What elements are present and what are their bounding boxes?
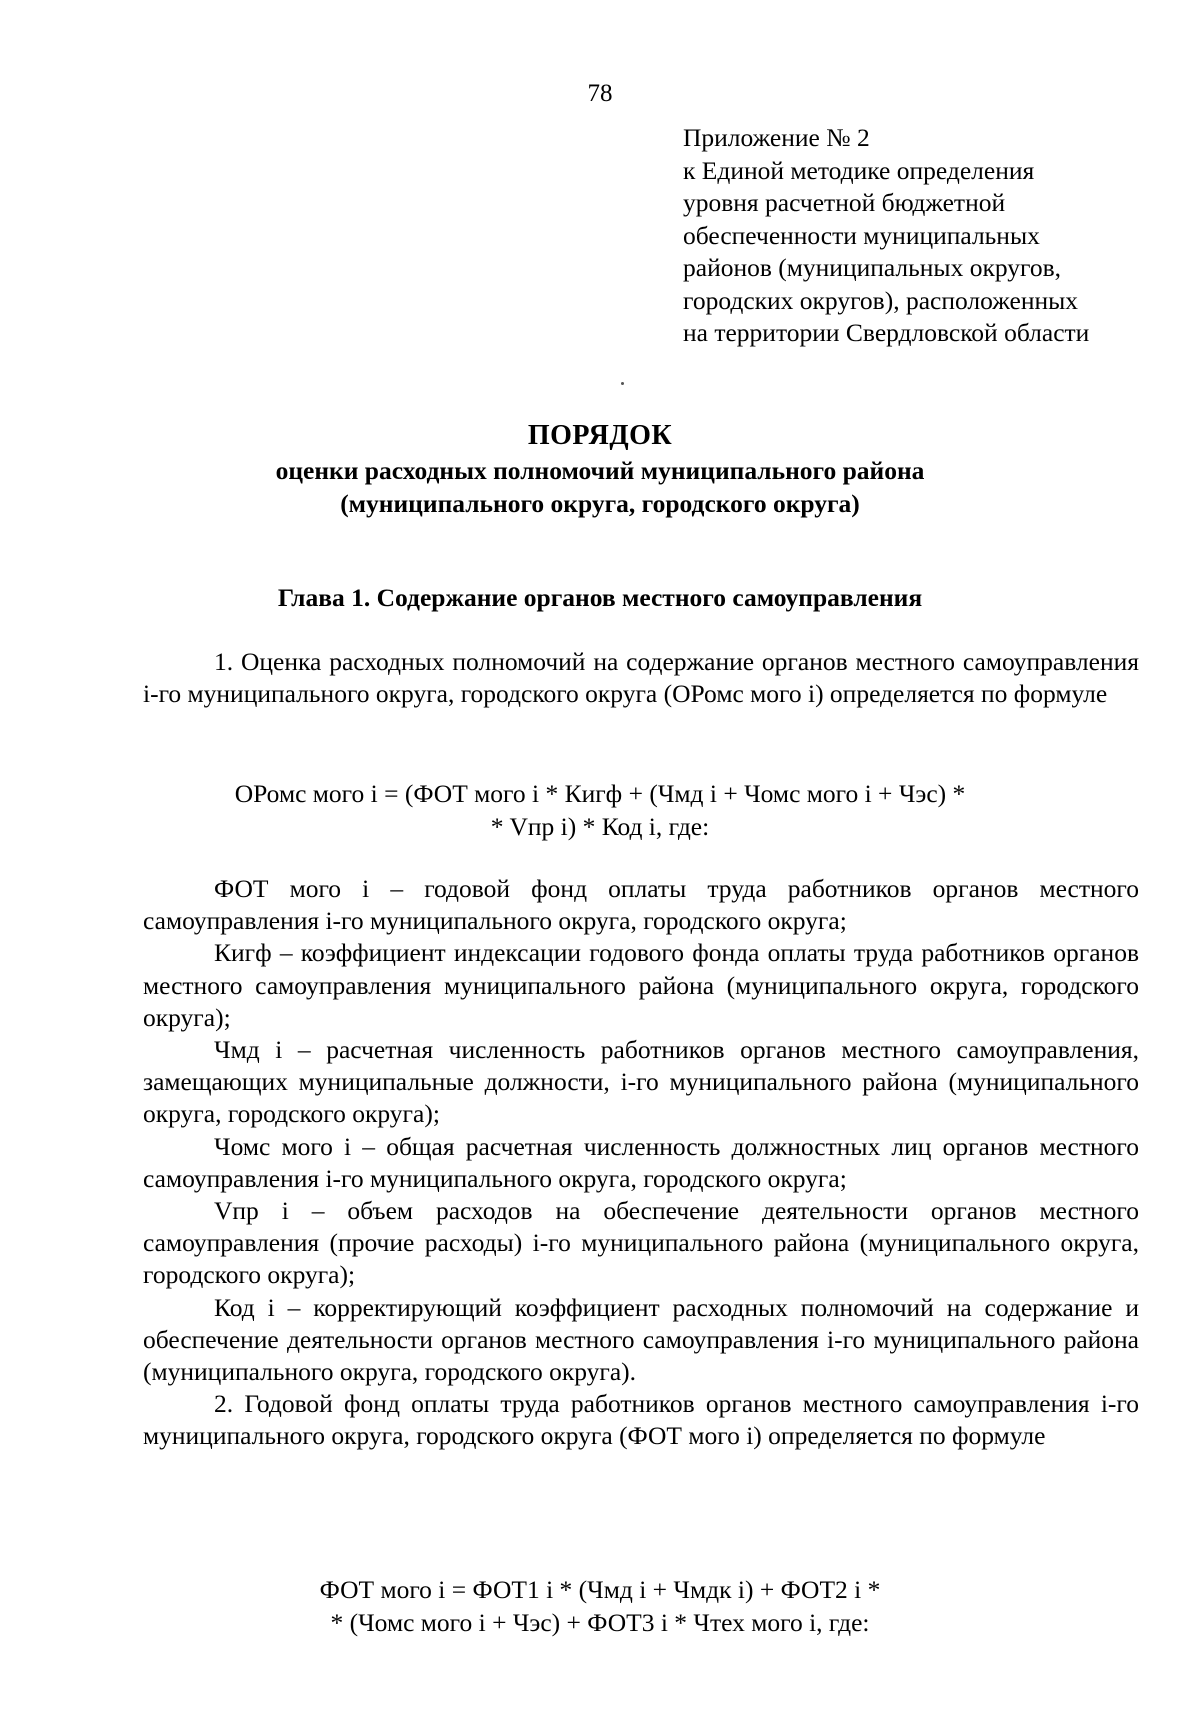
formula-line: ОРомс мого i = (ФОТ мого i * Кигф + (Чмд i + Чомс мого i + Чэс) * — [234, 779, 966, 808]
appendix-line: уровня расчетной бюджетной — [683, 188, 1006, 217]
page-number: 78 — [587, 80, 613, 107]
title-line: оценки расходных полномочий муниципального района — [275, 456, 925, 485]
definition-item: Чмд i – расчетная численность работников органов местного самоуправления, замещающих муниципальные должности, i-го муниципального района (муниципального округа, городского округа); — [143, 1035, 1139, 1129]
formula-1 — [0, 778, 1200, 843]
scan-speck — [621, 382, 624, 385]
title-main: ПОРЯДОК — [527, 420, 673, 451]
chapter-heading: Глава 1. Содержание органов местного самоуправления — [277, 583, 923, 612]
definition-item: Vпр i – объем расходов на обеспечение деятельности органов местного самоуправления (прочие расходы) i-го муниципального района (муниципального округа, городского округа); — [143, 1196, 1139, 1290]
definition-item: Чомс мого i – общая расчетная численность должностных лиц органов местного самоуправления i-го муниципального округа, городского округа; — [143, 1131, 1139, 1193]
definition-item: Кигф – коэффициент индексации годового фонда оплаты труда работников органов местного самоуправления муниципального района (муниципального округа, городского округа); — [143, 938, 1139, 1032]
formula-line: ФОТ мого i = ФОТ1 i * (Чмд i + Чмдк i) + ФОТ2 i * — [319, 1575, 881, 1604]
definition-item: ФОТ мого i – годовой фонд оплаты труда работников органов местного самоуправления i-го муниципального округа, городского округа; — [143, 874, 1139, 936]
appendix-line: городских округов), расположенных — [683, 285, 1079, 315]
definition-item: Код i – корректирующий коэффициент расходных полномочий на содержание и обеспечение деятельности органов местного самоуправления i-го муниципального района (муниципального округа, городского округа). — [143, 1292, 1139, 1387]
appendix-line: Приложение № 2 — [683, 123, 870, 152]
formula-line: * Vпр i) * Код i, где: — [490, 811, 710, 841]
appendix-line: на территории Свердловской области — [683, 318, 1090, 347]
definitions-block — [143, 873, 1139, 1453]
paragraph-2: 2. Годовой фонд оплаты труда работников органов местного самоуправления i-го муниципального округа, городского округа (ФОТ мого i) определяется по формуле — [143, 1389, 1139, 1451]
paragraph-1-block — [143, 646, 1139, 710]
formula-line: * (Чомс мого i + Чэс) + ФОТ3 i * Чтех мого i, где: — [330, 1607, 870, 1637]
appendix-line: к Единой методике определения — [683, 155, 1035, 185]
title-line: (муниципального округа, городского округа) — [340, 489, 860, 518]
formula-2 — [0, 1574, 1200, 1639]
appendix-block — [683, 122, 1183, 350]
appendix-line: обеспеченности муниципальных — [683, 220, 1040, 250]
paragraph-1: 1. Оценка расходных полномочий на содержание органов местного самоуправления i-го муниципального округа, городского округа (ОРомс мого i) определяется по формуле — [143, 647, 1139, 709]
document-title — [0, 418, 1200, 520]
appendix-line: районов (муниципальных округов, — [683, 253, 1061, 282]
